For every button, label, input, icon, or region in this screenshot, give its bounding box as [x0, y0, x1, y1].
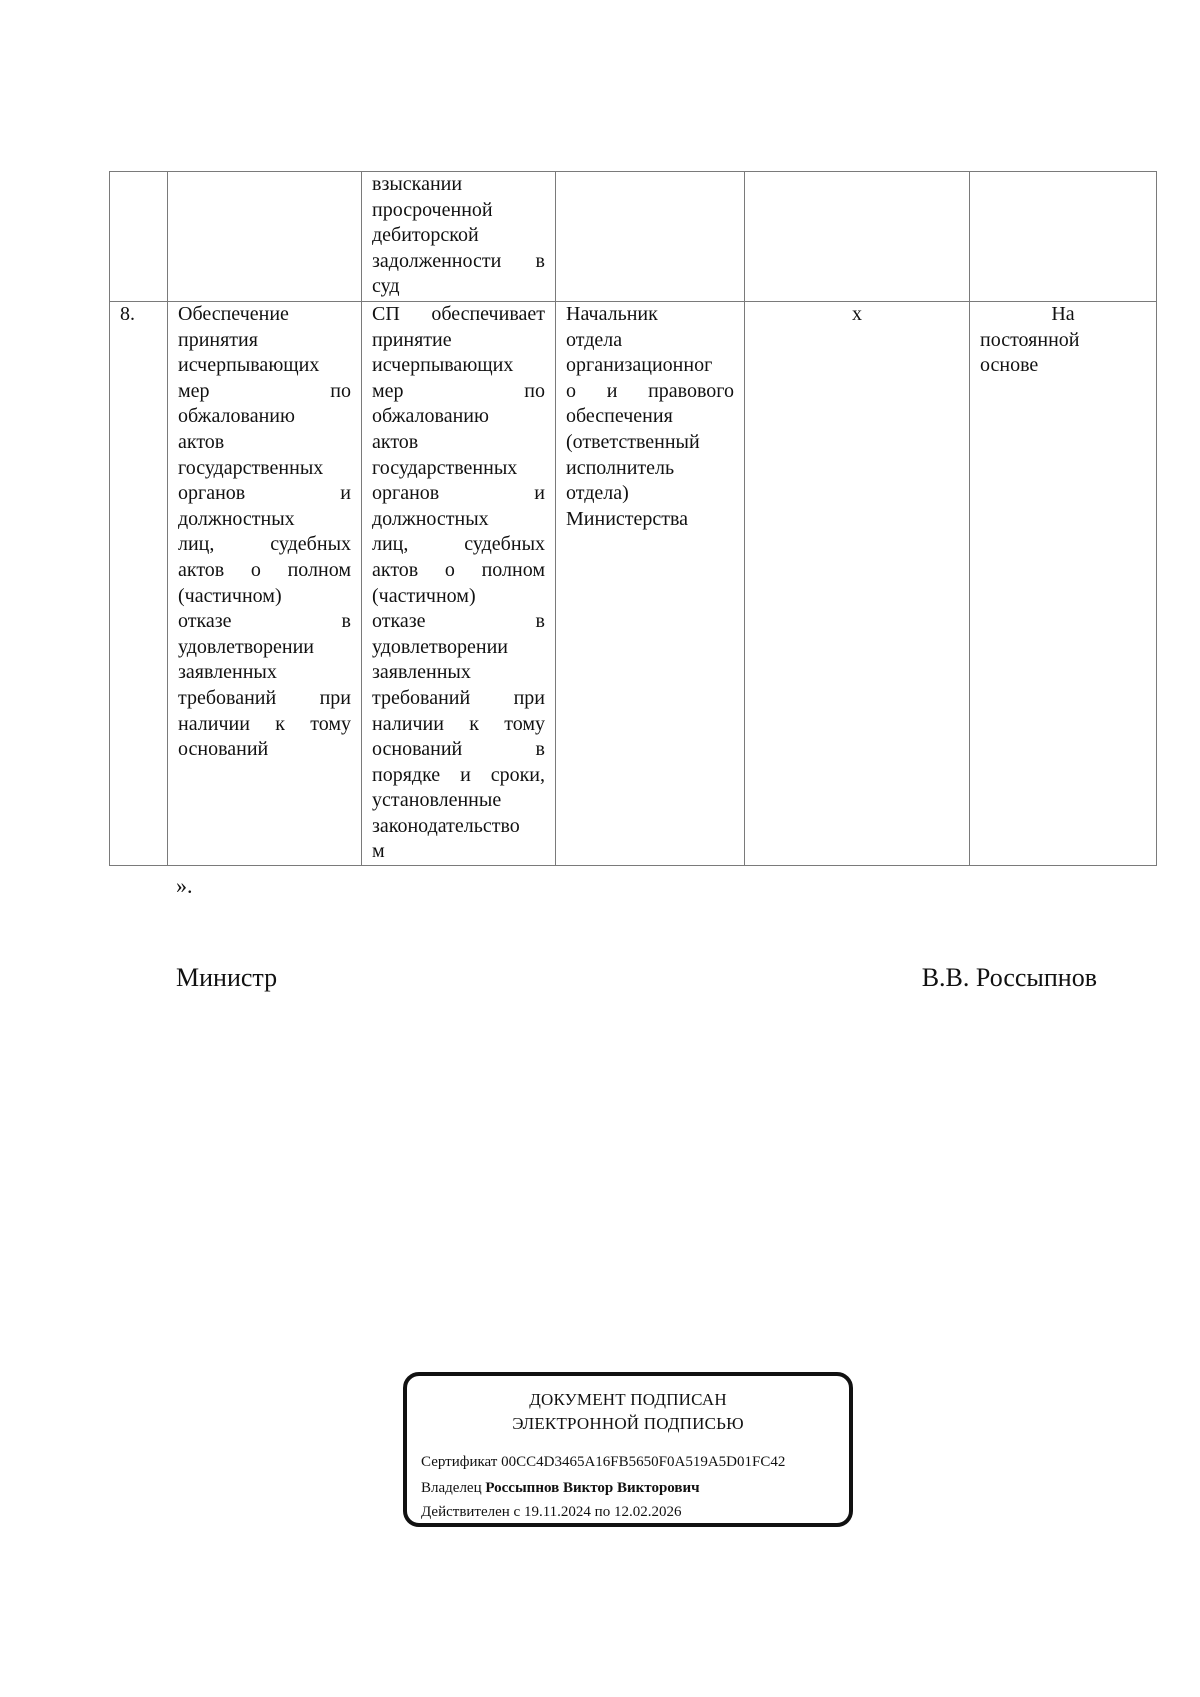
text-line: должностных: [372, 507, 489, 530]
cell-number: [110, 172, 168, 302]
cell-x: [745, 172, 970, 302]
text-line: наличии к тому: [372, 712, 545, 735]
text-line: государственных: [372, 456, 518, 479]
text-line: актов о полном: [178, 558, 351, 581]
cell-measure: [168, 302, 362, 866]
closing-quote: ».: [176, 873, 193, 898]
text-line: заявленных: [372, 661, 471, 684]
valid-to: 12.02.2026: [613, 1504, 682, 1520]
text-line: оснований: [178, 738, 269, 761]
text-line: Начальник: [566, 303, 658, 325]
text-line: законодательство: [372, 814, 520, 837]
text-line: удовлетворении: [372, 635, 508, 658]
cell-number: 8.: [110, 302, 168, 866]
text-line: требований при: [178, 686, 351, 709]
text-line: (частичном): [372, 584, 476, 607]
text-line: исчерпывающих: [178, 354, 320, 377]
text-line: отдела): [566, 482, 629, 505]
stamp-validity-row: [421, 1504, 681, 1521]
cell-responsible: [556, 302, 745, 866]
signatory-name: В.В. Россыпнов: [921, 963, 1097, 992]
text-line: мер по: [178, 379, 351, 402]
text-line: принятие: [372, 328, 452, 351]
cell-deadline: [970, 302, 1157, 866]
text-line: СП обеспечивает: [372, 303, 545, 325]
text-line: о и правового: [566, 379, 734, 402]
cell-x: х: [745, 302, 970, 866]
text-line: государственных: [178, 456, 324, 479]
text-line: установленные: [372, 789, 502, 812]
valid-label: Действителен с: [421, 1504, 521, 1520]
valid-to-label: по: [594, 1504, 611, 1520]
cell-action: [362, 172, 556, 302]
text-line: отказе в: [178, 610, 351, 633]
text-line: лиц, судебных: [372, 533, 545, 556]
cell-action: [362, 302, 556, 866]
text-line: исчерпывающих: [372, 354, 514, 377]
stamp-owner-row: [421, 1480, 700, 1497]
certificate-label: Сертификат: [421, 1454, 498, 1470]
text-line: постоянной: [980, 328, 1080, 351]
text-line: удовлетворении: [178, 635, 314, 658]
cell-responsible: [556, 172, 745, 302]
text-line: задолженности в: [372, 249, 545, 272]
text-line: органов и: [178, 482, 351, 505]
text-line: Обеспечение: [178, 303, 289, 325]
text-line: (частичном): [178, 584, 282, 607]
text-line: организационног: [566, 354, 713, 377]
text-line: дебиторской: [372, 224, 479, 247]
table-row: [110, 172, 1157, 302]
stamp-certificate-row: [421, 1454, 785, 1471]
text-line: наличии к тому: [178, 712, 351, 735]
owner-label: Владелец: [421, 1480, 482, 1496]
text-line: отдела: [566, 328, 623, 351]
text-line: актов: [178, 430, 225, 453]
text-line: должностных: [178, 507, 295, 530]
text-line: исполнитель: [566, 456, 675, 479]
text-line: м: [372, 840, 385, 863]
owner-name: Россыпнов Виктор Викторович: [485, 1480, 700, 1496]
signatory-role: Министр: [176, 963, 278, 992]
e-signature-stamp: [403, 1372, 853, 1527]
text-line: органов и: [372, 482, 545, 505]
text-line: отказе в: [372, 610, 545, 633]
text-line: основе: [980, 354, 1039, 377]
cell-deadline: [970, 172, 1157, 302]
text-line: обжалованию: [372, 405, 489, 428]
text-line: порядке и сроки,: [372, 763, 545, 786]
text-line: заявленных: [178, 661, 277, 684]
text-line: мер по: [372, 379, 545, 402]
measures-table: [109, 171, 1157, 866]
text-line: оснований в: [372, 738, 545, 761]
cell-measure: [168, 172, 362, 302]
text-line: принятия: [178, 328, 258, 351]
text-line: взыскании: [372, 173, 463, 195]
text-line: обеспечения: [566, 405, 673, 428]
text-line: (ответственный: [566, 430, 700, 453]
text-line: суд: [372, 275, 400, 298]
text-line: лиц, судебных: [178, 533, 351, 556]
text-line: актов о полном: [372, 558, 545, 581]
text-line: Министерства: [566, 507, 689, 530]
text-line: На: [1051, 303, 1075, 325]
text-line: просроченной: [372, 198, 493, 221]
text-line: требований при: [372, 686, 545, 709]
stamp-title: ДОКУМЕНТ ПОДПИСАН: [529, 1390, 727, 1409]
valid-from: 19.11.2024: [523, 1504, 591, 1520]
text-line: актов: [372, 430, 419, 453]
certificate-number: 00CC4D3465A16FB5650F0A519A5D01FC42: [501, 1454, 786, 1470]
table-row: [110, 302, 1157, 866]
text-line: обжалованию: [178, 405, 295, 428]
stamp-subtitle: ЭЛЕКТРОННОЙ ПОДПИСЬЮ: [512, 1414, 744, 1433]
